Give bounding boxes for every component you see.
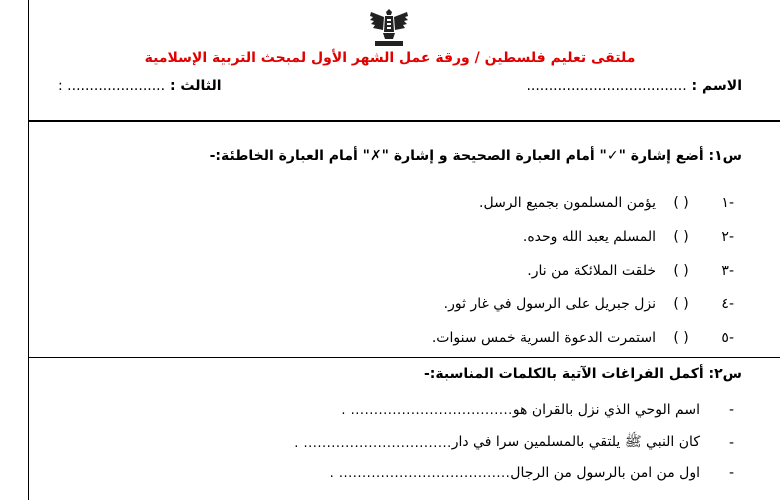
fill-item [330, 465, 734, 481]
item-text: نزل جبريل على الرسول في غار ثور. [443, 296, 656, 312]
class-field [58, 78, 222, 94]
name-blank[interactable]: .................................... [526, 78, 687, 94]
class-label: الثالث : [169, 78, 222, 94]
item-number: -٣ [721, 263, 734, 279]
answer-box[interactable]: ( ) [673, 330, 689, 346]
section-divider [28, 357, 780, 358]
fill-blank[interactable]: ................................... . [341, 402, 513, 418]
item-number: -٥ [721, 330, 734, 346]
item-text: المسلم يعبد الله وحده. [522, 229, 656, 245]
tf-item [432, 330, 734, 346]
worksheet-title: ملتقى تعليم فلسطين / ورقة عمل الشهر الأول لمبحث التربية الإسلامية [144, 50, 636, 66]
fill-blank[interactable]: ................................ . [294, 435, 452, 451]
item-text: يؤمن المسلمون بجميع الرسل. [479, 195, 656, 211]
tf-item [479, 195, 734, 211]
item-text: استمرت الدعوة السرية خمس سنوات. [431, 330, 656, 346]
item-bullet: - [728, 402, 734, 418]
name-field [526, 78, 742, 94]
answer-box[interactable]: ( ) [673, 263, 689, 279]
header-divider [28, 120, 780, 122]
tf-item [444, 296, 734, 312]
item-bullet: - [728, 435, 734, 451]
question-2-heading: س٢: أكمل الفراغات الآتية بالكلمات المناسبة:- [423, 366, 742, 382]
item-text: اسم الوحي الذي نزل بالقران هو [512, 402, 700, 418]
name-label: الاسم : [691, 78, 742, 94]
tf-item [527, 263, 734, 279]
item-text: اول من امن بالرسول من الرجال [510, 465, 700, 481]
question-1-heading: س١: أضع إشارة "✓" أمام العبارة الصحيحة و إشارة "✗" أمام العبارة الخاطئة:- [209, 148, 742, 164]
item-text: كان النبي ﷺ يلتقي بالمسلمين سرا في دار [451, 434, 700, 450]
item-number: -١ [721, 195, 734, 211]
egypt-eagle-emblem-icon [366, 6, 412, 48]
class-blank[interactable]: ...................... : [58, 78, 166, 94]
item-number: -٢ [721, 229, 734, 245]
fill-blank[interactable]: ..................................... . [329, 465, 511, 481]
answer-box[interactable]: ( ) [673, 229, 689, 245]
item-number: -٤ [721, 296, 734, 312]
item-text: خلقت الملائكة من نار. [527, 263, 656, 279]
tf-item [523, 229, 734, 245]
fill-item [294, 433, 734, 453]
answer-box[interactable]: ( ) [673, 296, 689, 312]
fill-item [341, 402, 734, 418]
page-border-left [28, 0, 29, 500]
answer-box[interactable]: ( ) [673, 195, 689, 211]
item-bullet: - [728, 465, 734, 481]
